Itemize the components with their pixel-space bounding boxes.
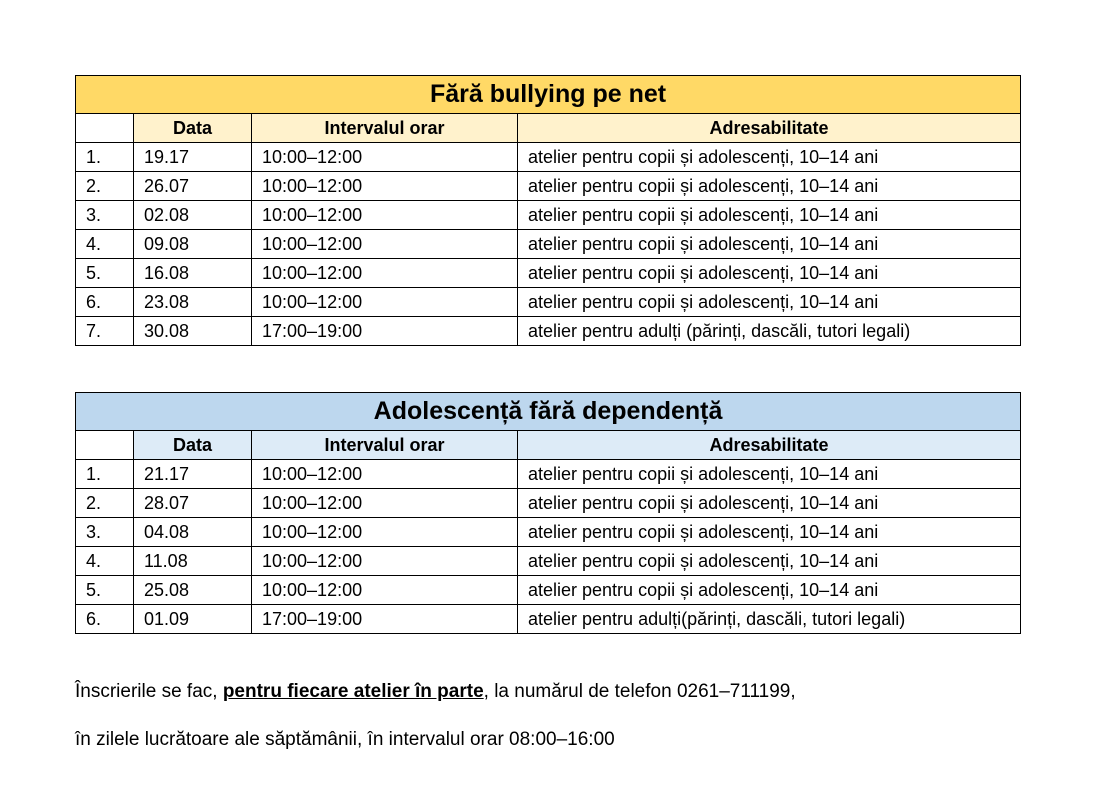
- row-date: 23.08: [134, 288, 252, 317]
- table-row: [76, 489, 1021, 518]
- row-index: 6.: [76, 605, 134, 634]
- row-audience: atelier pentru copii și adolescenți, 10–14 ani: [518, 518, 1021, 547]
- row-audience: atelier pentru copii și adolescenți, 10–14 ani: [518, 547, 1021, 576]
- table-row: [76, 172, 1021, 201]
- row-index: 1.: [76, 143, 134, 172]
- table-row: [76, 605, 1021, 634]
- row-date: 30.08: [134, 317, 252, 346]
- row-index: 3.: [76, 518, 134, 547]
- row-index: 5.: [76, 576, 134, 605]
- header-index: [76, 114, 134, 143]
- table-row: [76, 288, 1021, 317]
- table-body: [76, 76, 1021, 346]
- table-row: [76, 576, 1021, 605]
- row-time: 10:00–12:00: [252, 460, 518, 489]
- note-emphasis: pentru fiecare atelier în parte: [222, 681, 484, 702]
- header-time: Intervalul orar: [252, 431, 518, 460]
- note-suffix: , la numărul de telefon 0261–711199,: [483, 681, 796, 702]
- header-audience: Adresabilitate: [518, 431, 1021, 460]
- registration-note: [75, 681, 796, 703]
- table-title: Fără bullying pe net: [76, 76, 1021, 114]
- table-body: [76, 393, 1021, 634]
- schedule-hours-note: în zilele lucrătoare ale săptămânii, în intervalul orar 08:00–16:00: [75, 729, 615, 750]
- row-index: 2.: [76, 489, 134, 518]
- row-date: 01.09: [134, 605, 252, 634]
- table-row: [76, 201, 1021, 230]
- row-audience: atelier pentru copii și adolescenți, 10–14 ani: [518, 460, 1021, 489]
- header-index: [76, 431, 134, 460]
- row-time: 10:00–12:00: [252, 172, 518, 201]
- row-time: 10:00–12:00: [252, 230, 518, 259]
- row-index: 6.: [76, 288, 134, 317]
- row-time: 10:00–12:00: [252, 201, 518, 230]
- table-title-row: [76, 393, 1021, 431]
- header-audience: Adresabilitate: [518, 114, 1021, 143]
- table-row: [76, 230, 1021, 259]
- row-date: 28.07: [134, 489, 252, 518]
- table-row: [76, 259, 1021, 288]
- row-audience: atelier pentru copii și adolescenți, 10–14 ani: [518, 576, 1021, 605]
- row-date: 02.08: [134, 201, 252, 230]
- table-header-row: [76, 114, 1021, 143]
- table-row: [76, 547, 1021, 576]
- row-time: 10:00–12:00: [252, 547, 518, 576]
- row-index: 4.: [76, 547, 134, 576]
- table-title-row: [76, 76, 1021, 114]
- row-audience: atelier pentru copii și adolescenți, 10–14 ani: [518, 230, 1021, 259]
- row-date: 26.07: [134, 172, 252, 201]
- schedule-table-addiction: [75, 392, 1021, 634]
- row-index: 2.: [76, 172, 134, 201]
- table-row: [76, 518, 1021, 547]
- row-audience: atelier pentru copii și adolescenți, 10–14 ani: [518, 288, 1021, 317]
- row-time: 10:00–12:00: [252, 259, 518, 288]
- row-index: 7.: [76, 317, 134, 346]
- row-audience: atelier pentru adulți (părinți, dascăli, tutori legali): [518, 317, 1021, 346]
- table-title: Adolescență fără dependență: [76, 393, 1021, 431]
- note-prefix: Înscrierile se fac,: [75, 681, 223, 702]
- table-row: [76, 460, 1021, 489]
- table-header-row: [76, 431, 1021, 460]
- row-date: 25.08: [134, 576, 252, 605]
- row-audience: atelier pentru copii și adolescenți, 10–14 ani: [518, 172, 1021, 201]
- table-row: [76, 143, 1021, 172]
- row-time: 17:00–19:00: [252, 605, 518, 634]
- row-audience: atelier pentru adulți(părinți, dascăli, tutori legali): [518, 605, 1021, 634]
- row-time: 10:00–12:00: [252, 489, 518, 518]
- row-date: 16.08: [134, 259, 252, 288]
- row-time: 10:00–12:00: [252, 288, 518, 317]
- row-date: 04.08: [134, 518, 252, 547]
- row-audience: atelier pentru copii și adolescenți, 10–14 ani: [518, 259, 1021, 288]
- row-date: 19.17: [134, 143, 252, 172]
- row-audience: atelier pentru copii și adolescenți, 10–14 ani: [518, 143, 1021, 172]
- row-audience: atelier pentru copii și adolescenți, 10–14 ani: [518, 489, 1021, 518]
- row-date: 11.08: [134, 547, 252, 576]
- schedule-table-bullying: [75, 75, 1021, 346]
- row-time: 17:00–19:00: [252, 317, 518, 346]
- row-date: 09.08: [134, 230, 252, 259]
- row-date: 21.17: [134, 460, 252, 489]
- header-date: Data: [134, 431, 252, 460]
- row-index: 5.: [76, 259, 134, 288]
- header-date: Data: [134, 114, 252, 143]
- header-time: Intervalul orar: [252, 114, 518, 143]
- row-index: 3.: [76, 201, 134, 230]
- row-index: 4.: [76, 230, 134, 259]
- row-time: 10:00–12:00: [252, 143, 518, 172]
- table-row: [76, 317, 1021, 346]
- row-index: 1.: [76, 460, 134, 489]
- row-time: 10:00–12:00: [252, 576, 518, 605]
- row-audience: atelier pentru copii și adolescenți, 10–14 ani: [518, 201, 1021, 230]
- row-time: 10:00–12:00: [252, 518, 518, 547]
